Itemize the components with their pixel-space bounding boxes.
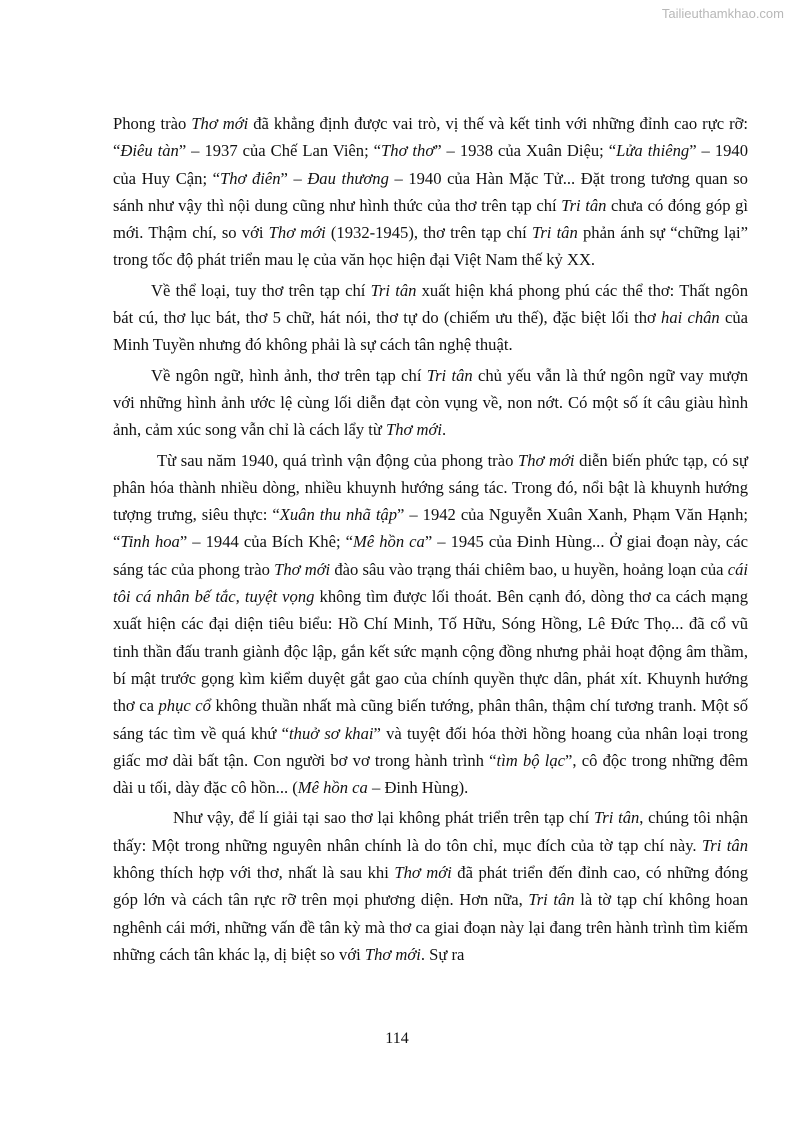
watermark: Tailieuthamkhao.com: [661, 6, 784, 21]
italic-text-run: Thơ mới: [268, 223, 326, 243]
italic-text-run: Thơ mới: [394, 863, 452, 883]
text-run: Về ngôn ngữ, hình ảnh, thơ trên tạp chí: [151, 365, 427, 385]
italic-text-run: phục cổ: [158, 696, 211, 716]
italic-text-run: Đau thương: [307, 168, 389, 188]
page-number: 114: [385, 1030, 409, 1047]
text-run: ” và tuyệt đối hóa thời hồng hoang của nhân loại trong giấc mơ dài bất tận. Con người bơ vơ trong hành trình “: [113, 723, 748, 770]
paragraph-2: [113, 277, 748, 359]
text-run: ” – 1938 của Xuân Diệu; “: [434, 141, 617, 161]
italic-text-run: Mê hồn ca: [297, 778, 368, 798]
text-run: ” – 1944 của Bích Khê; “: [179, 532, 353, 552]
italic-text-run: Thơ mới: [191, 114, 249, 133]
text-run: không tìm được lối thoát. Bên cạnh đó, dòng thơ ca cách mạng xuất hiện các đại diện tiêu biểu: Hồ Chí Minh, Tố Hữu, Sóng Hồng, Lê Đức Thọ... đã cổ vũ tinh thần đấu tranh giành độc lập, gắn kết sức mạnh cộng đồng nhưng phải hoạt động âm thầm, bí mật trước gọng kìm kiểm duyệt gắt gao của chính quyền thực dân, phát xít. Khuynh hướng thơ ca: [113, 587, 749, 716]
italic-text-run: tìm bộ lạc: [496, 750, 566, 770]
italic-text-run: Thơ mới: [386, 420, 442, 440]
italic-text-run: Tinh hoa: [120, 532, 180, 552]
italic-text-run: Tri tân: [593, 808, 640, 828]
text-run: là tờ tạp chí không hoan nghênh cái mới, những vấn đề tân kỳ mà thơ ca giai đoạn này lại đang trên hành trình tìm kiếm những cách tân khác lạ, dị biệt so với: [113, 890, 748, 964]
text-run: .: [442, 420, 447, 440]
text-run: đào sâu vào trạng thái chiêm bao, u huyền, hoảng loạn của: [330, 559, 728, 579]
italic-text-run: Thơ thơ: [381, 141, 435, 161]
text-run: ” – 1945 của Đinh Hùng... Ở giai đoạn này, các sáng tác của phong trào: [113, 532, 748, 579]
italic-text-run: Thơ mới: [518, 450, 575, 470]
italic-text-run: Tri tân: [426, 365, 473, 385]
paragraph-1: [113, 110, 748, 274]
text-run: diễn biến phức tạp, có sự phân hóa thành nhiều dòng, nhiều khuynh hướng sáng tác. Trong đó, nổi bật là khuynh hướng tượng trưng, siêu thực: “: [113, 450, 748, 525]
text-run: đã phát triển đến đỉnh cao, có những đóng góp lớn và cách tân rực rỡ trên mọi phương diện. Hơn nữa,: [113, 863, 748, 910]
text-run: , chúng tôi nhận thấy: Một trong những nguyên nhân chính là do tôn chỉ, mục đích của tờ tạp chí này.: [113, 808, 748, 855]
text-run: ” – 1937 của Chế Lan Viên; “: [178, 141, 382, 161]
italic-text-run: Mê hồn ca: [353, 532, 425, 552]
body-text: [113, 110, 748, 971]
italic-text-run: Thơ mới: [364, 944, 421, 964]
italic-text-run: Tri tân: [528, 890, 575, 910]
italic-text-run: Điêu tàn: [120, 141, 179, 161]
text-run: ” –: [280, 168, 308, 188]
text-run: Phong trào: [113, 114, 192, 133]
text-run: – 1940 của Hàn Mặc Tử... Đặt trong tương quan so sánh như vậy thì nội dung cũng như hình thức của thơ trên tạp chí: [113, 168, 748, 215]
text-run: ” – 1942 của Nguyễn Xuân Xanh, Phạm Văn Hạnh; “: [113, 505, 748, 552]
italic-text-run: cái tôi cá nhân bế tắc, tuyệt vọng: [113, 559, 748, 607]
italic-text-run: Xuân thu nhã tập: [279, 505, 398, 525]
italic-text-run: Tri tân: [701, 835, 748, 855]
paragraph-4: [113, 447, 748, 802]
italic-text-run: Tri tân: [370, 280, 417, 300]
italic-text-run: Thơ mới: [274, 559, 331, 579]
text-run: không thích hợp với thơ, nhất là sau khi: [113, 863, 395, 883]
italic-text-run: Thơ điên: [220, 168, 281, 188]
italic-text-run: Tri tân: [561, 195, 607, 215]
text-run: xuất hiện khá phong phú các thể thơ: Thất ngôn bát cú, thơ lục bát, thơ 5 chữ, hát nói, thơ tự do (chiếm ưu thế), đặc biệt lối thơ: [113, 280, 749, 328]
italic-text-run: Lửa thiêng: [616, 141, 690, 161]
text-run: Như vậy, để lí giải tại sao thơ lại không phát triển trên tạp chí: [173, 808, 594, 828]
text-run: – Đinh Hùng).: [367, 778, 469, 798]
text-run: Từ sau năm 1940, quá trình vận động của phong trào: [157, 450, 519, 470]
italic-text-run: thuở sơ khai: [289, 723, 374, 743]
italic-text-run: hai chân: [661, 308, 720, 328]
text-run: không thuần nhất mà cũng biến tướng, phân thân, thậm chí tương tranh. Một số sáng tác tìm về quá khứ “: [113, 696, 748, 743]
text-run: chưa có đóng góp gì mới. Thậm chí, so với: [113, 195, 748, 243]
text-run: phản ánh sự “chững lại” trong tốc độ phát triển mau lẹ của văn học hiện đại Việt Nam thế kỷ XX.: [113, 223, 748, 270]
text-run: . Sự ra: [420, 944, 465, 964]
text-run: chủ yếu vẫn là thứ ngôn ngữ vay mượn với những hình ảnh ước lệ cùng lối diễn đạt còn vụng về, non nớt. Có một số ít câu giàu hình ảnh, cảm xúc song vẫn chỉ là cách lẩy từ: [113, 365, 748, 440]
text-run: Về thể loại, tuy thơ trên tạp chí: [151, 280, 371, 300]
text-run: (1932-1945), thơ trên tạp chí: [325, 223, 532, 243]
text-run: của Minh Tuyền nhưng đó không phải là sự cách tân nghệ thuật.: [113, 308, 748, 355]
text-run: đã khẳng định được vai trò, vị thế và kết tinh với những đỉnh cao rực rỡ: “: [113, 114, 749, 161]
paragraph-5: [113, 804, 748, 968]
italic-text-run: Tri tân: [532, 223, 578, 243]
paragraph-3: [113, 362, 748, 444]
text-run: ”, cô độc trong những đêm dài u tối, dày đặc cô hồn... (: [113, 750, 748, 798]
text-run: ” – 1940 của Huy Cận; “: [113, 141, 749, 188]
